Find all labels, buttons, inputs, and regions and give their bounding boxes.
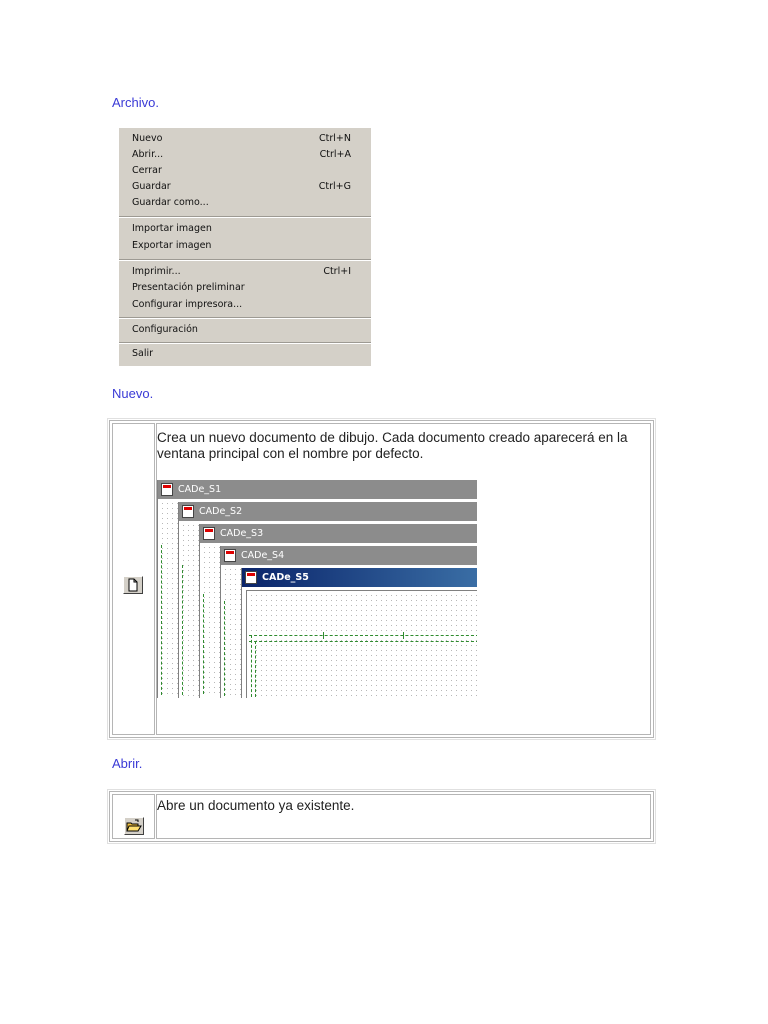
abrir-table: [109, 791, 654, 842]
menu-item-label: Exportar imagen: [132, 240, 212, 251]
menu-item-imprimir[interactable]: [132, 264, 351, 280]
window-title: CADe_S4: [241, 550, 285, 561]
menu-item-label: Abrir...: [132, 149, 164, 160]
window-titlebar[interactable]: [221, 546, 477, 565]
menu-separator: [119, 342, 371, 344]
drawing-canvas[interactable]: [246, 590, 477, 698]
menu-item-shortcut: Ctrl+I: [323, 266, 351, 277]
window-cade-s5: [241, 568, 477, 698]
window-title: CADe_S1: [178, 484, 222, 495]
menu-item-label: Configuración: [132, 324, 198, 335]
window-titlebar[interactable]: [179, 502, 477, 521]
menu-item-shortcut: Ctrl+G: [318, 181, 351, 192]
drawing-line: [249, 641, 477, 642]
menu-item-cerrar[interactable]: [132, 163, 351, 179]
abrir-description: Abre un documento ya existente.: [157, 798, 355, 813]
window-titlebar[interactable]: [158, 480, 477, 499]
drawing-area: [223, 567, 243, 696]
drawing-area: [249, 593, 477, 698]
abrir-icon-cell: [112, 794, 155, 839]
menu-item-configuracion[interactable]: [132, 322, 351, 338]
menu-item-shortcut: Ctrl+N: [319, 133, 351, 144]
drawing-area: [160, 501, 180, 696]
menu-item-configurar-impresora[interactable]: [132, 297, 351, 313]
menu-item-salir[interactable]: [132, 346, 351, 362]
menu-separator: [119, 317, 371, 319]
menu-item-label: Cerrar: [132, 165, 162, 176]
nuevo-description: Crea un nuevo documento de dibujo. Cada documento creado aparecerá en la ventana principal con el nombre por defecto.: [157, 430, 628, 461]
menu-item-abrir[interactable]: [132, 147, 351, 163]
window-title: CADe_S2: [199, 506, 243, 517]
window-title: CADe_S5: [262, 572, 309, 583]
menu-item-importar-imagen[interactable]: [132, 221, 351, 237]
cad-document-icon: [203, 527, 215, 540]
cad-document-icon: [161, 483, 173, 496]
menu-item-exportar-imagen[interactable]: [132, 238, 351, 254]
menu-item-label: Guardar: [132, 181, 171, 192]
window-title: CADe_S3: [220, 528, 264, 539]
menu-item-shortcut: Ctrl+A: [319, 149, 351, 160]
menu-item-presentacion-preliminar[interactable]: [132, 280, 351, 296]
menu-separator: [119, 216, 371, 218]
drawing-line: [255, 641, 257, 697]
abrir-desc-cell: [156, 794, 651, 839]
drawing-line: [403, 632, 404, 639]
drawing-line: [182, 565, 184, 695]
menu-item-label: Importar imagen: [132, 223, 212, 234]
menu-item-nuevo[interactable]: [132, 131, 351, 147]
nuevo-icon-cell: [112, 423, 155, 735]
heading-abrir: Abrir.: [112, 756, 143, 771]
archivo-menu: [119, 128, 371, 366]
drawing-line: [251, 635, 253, 697]
menu-item-label: Configurar impresora...: [132, 299, 243, 310]
cascade-windows-illustration: [157, 480, 477, 698]
menu-item-guardar[interactable]: [132, 179, 351, 195]
drawing-line: [249, 635, 477, 636]
drawing-line: [203, 594, 205, 694]
window-titlebar-active[interactable]: [242, 568, 477, 587]
menu-item-label: Salir: [132, 348, 154, 359]
cad-document-icon: [182, 505, 194, 518]
drawing-line: [161, 545, 163, 695]
window-titlebar[interactable]: [200, 524, 477, 543]
drawing-line: [323, 632, 324, 639]
drawing-area: [202, 545, 222, 696]
menu-item-guardar-como[interactable]: [132, 195, 351, 211]
menu-item-label: Nuevo: [132, 133, 163, 144]
heading-nuevo: Nuevo.: [112, 386, 154, 401]
new-document-icon[interactable]: [123, 576, 143, 594]
menu-separator: [119, 259, 371, 261]
drawing-area: [181, 523, 201, 696]
menu-item-label: Guardar como...: [132, 197, 209, 208]
drawing-line: [224, 601, 226, 696]
menu-item-label: Imprimir...: [132, 266, 181, 277]
open-folder-icon[interactable]: [124, 817, 144, 835]
heading-archivo: Archivo.: [112, 95, 159, 110]
cad-document-icon: [224, 549, 236, 562]
cad-document-icon: [245, 571, 257, 584]
menu-item-label: Presentación preliminar: [132, 282, 245, 293]
